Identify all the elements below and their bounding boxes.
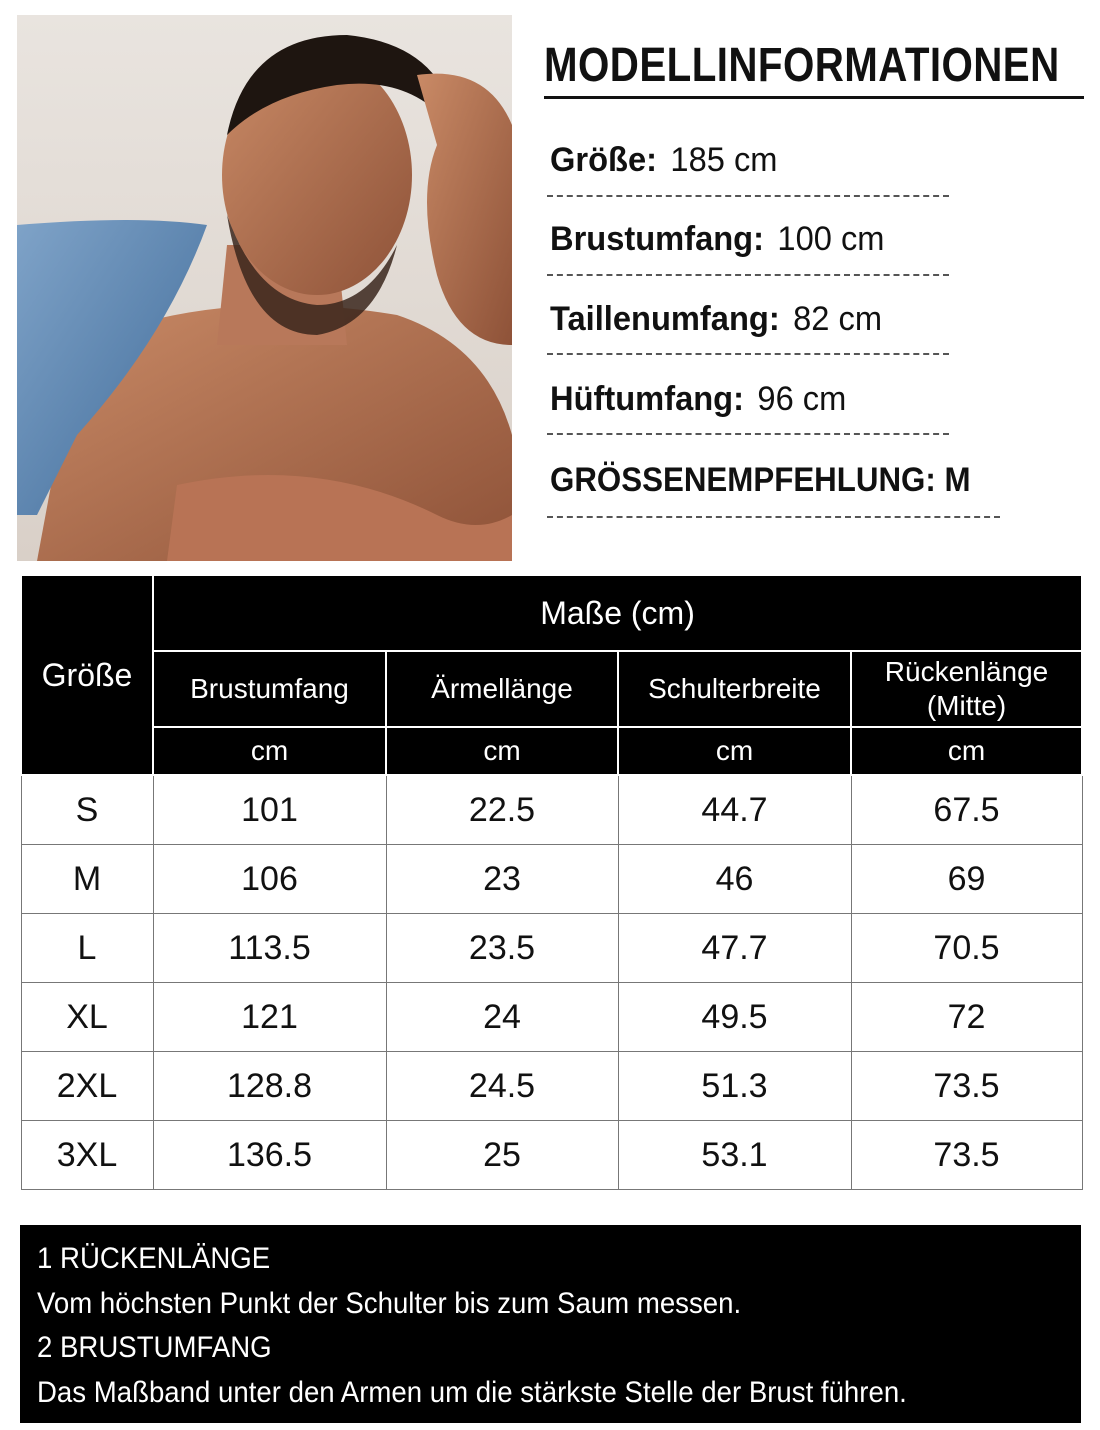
size-cell: L <box>21 914 153 983</box>
divider <box>547 274 949 276</box>
table-row <box>21 775 1082 845</box>
table-cell: 121 <box>153 983 386 1052</box>
divider <box>547 516 1000 518</box>
model-waist-row <box>550 297 934 341</box>
model-info-title: MODELLINFORMATIONEN <box>544 39 1060 92</box>
divider <box>547 433 949 435</box>
note-back-length-title: 1 RÜCKENLÄNGE <box>37 1242 271 1275</box>
divider <box>547 195 949 197</box>
model-chest-label: Brustumfang: <box>550 220 764 258</box>
table-cell: 24.5 <box>386 1052 618 1121</box>
model-height-row <box>550 138 934 182</box>
table-row <box>21 983 1082 1052</box>
table-cell: 106 <box>153 845 386 914</box>
model-photo-illustration <box>17 15 512 561</box>
table-cell: 113.5 <box>153 914 386 983</box>
size-cell: S <box>21 775 153 845</box>
size-cell: 2XL <box>21 1052 153 1121</box>
table-cell: 128.8 <box>153 1052 386 1121</box>
title-underline <box>544 96 1084 99</box>
table-cell: 25 <box>386 1121 618 1190</box>
note-chest-title: 2 BRUSTUMFANG <box>37 1331 272 1364</box>
table-row <box>21 845 1082 914</box>
size-column-header: Größe <box>21 575 153 775</box>
table-cell: 49.5 <box>618 983 851 1052</box>
model-hip-value: 96 cm <box>757 380 847 418</box>
table-row <box>21 1052 1082 1121</box>
table-row <box>21 914 1082 983</box>
chest-column-header: Brustumfang <box>153 651 386 727</box>
sleeve-column-header: Ärmellänge <box>386 651 618 727</box>
table-cell: 72 <box>851 983 1082 1052</box>
table-cell: 23.5 <box>386 914 618 983</box>
shoulder-column-header: Schulterbreite <box>618 651 851 727</box>
unit-label: cm <box>386 727 618 775</box>
unit-label: cm <box>153 727 386 775</box>
model-chest-value: 100 cm <box>777 220 885 258</box>
table-cell: 53.1 <box>618 1121 851 1190</box>
model-waist-label: Taillenumfang: <box>550 300 780 338</box>
table-cell: 22.5 <box>386 775 618 845</box>
size-cell: M <box>21 845 153 914</box>
model-hip-label: Hüftumfang: <box>550 380 744 418</box>
table-cell: 24 <box>386 983 618 1052</box>
unit-label: cm <box>618 727 851 775</box>
table-cell: 44.7 <box>618 775 851 845</box>
model-hip-row <box>550 377 934 421</box>
table-cell: 70.5 <box>851 914 1082 983</box>
table-cell: 67.5 <box>851 775 1082 845</box>
note-chest-text: Das Maßband unter den Armen um die stärkste Stelle der Brust führen. <box>37 1375 907 1409</box>
measurement-notes <box>20 1225 1081 1423</box>
table-cell: 23 <box>386 845 618 914</box>
table-cell: 101 <box>153 775 386 845</box>
table-cell: 47.7 <box>618 914 851 983</box>
table-cell: 46 <box>618 845 851 914</box>
measurements-group-header: Maße (cm) <box>153 575 1082 651</box>
unit-label: cm <box>851 727 1082 775</box>
note-back-length-text: Vom höchsten Punkt der Schulter bis zum Saum messen. <box>37 1286 742 1320</box>
size-recommendation: GRÖSSENEMPFEHLUNG: M <box>550 461 971 499</box>
model-chest-row <box>550 217 934 261</box>
table-cell: 73.5 <box>851 1052 1082 1121</box>
size-table <box>20 574 1083 1190</box>
divider <box>547 353 949 355</box>
table-row <box>21 1121 1082 1190</box>
table-cell: 136.5 <box>153 1121 386 1190</box>
size-cell: XL <box>21 983 153 1052</box>
table-cell: 51.3 <box>618 1052 851 1121</box>
back-length-column-header: Rückenlänge (Mitte) <box>851 651 1082 727</box>
model-height-value: 185 cm <box>670 141 778 179</box>
model-waist-value: 82 cm <box>793 300 883 338</box>
size-cell: 3XL <box>21 1121 153 1190</box>
table-cell: 73.5 <box>851 1121 1082 1190</box>
table-cell: 69 <box>851 845 1082 914</box>
model-height-label: Größe: <box>550 141 657 179</box>
model-photo <box>17 15 512 561</box>
